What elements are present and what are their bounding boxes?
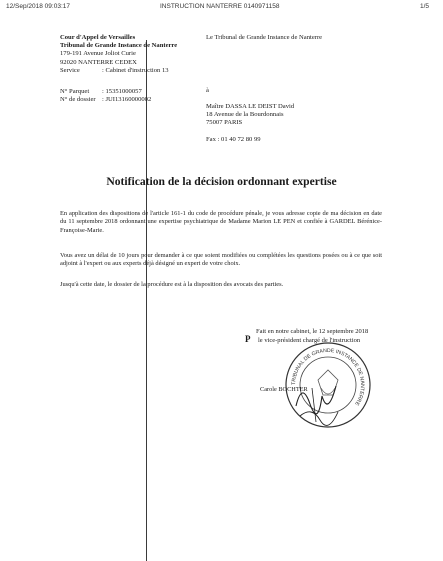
recipient-street: 18 Avenue de la Bourdonnais xyxy=(206,111,284,119)
court-service xyxy=(60,67,177,75)
signature-mark: P xyxy=(245,334,251,344)
handwritten-signature-icon xyxy=(292,376,340,426)
to-label: à xyxy=(206,87,209,94)
dossier-label: N° de dossier xyxy=(60,96,96,104)
parquet-label: N° Parquet xyxy=(60,88,90,95)
fax-timestamp: 12/Sep/2018 09:03:17 xyxy=(6,3,70,10)
paragraph-1: En application des dispositions de l'article 161-1 du code de procédure pénale, je vous adresse copie de ma décision en date du 11 septembre 2018 ordonnant une expertise psychiatrique de Madame Marion LE PEN et confiée à GARDEL Bérénice-Françoise-Marie. xyxy=(60,210,382,234)
recipient-fax: Fax : 01 40 72 80 99 xyxy=(206,136,261,143)
paragraph-2: Vous avez un délai de 10 jours pour demander à ce que soient modifiées ou complétées les questions posées ou à ce que soit adjoint à l'expert ou aux experts déjà désigné un expert de votre choix. xyxy=(60,252,382,268)
court-name: Cour d'Appel de Versailles xyxy=(60,34,136,41)
signature-role: le vice-président chargé de l'instruction xyxy=(258,336,361,344)
document-title: Notification de la décision ordonnant expertise xyxy=(106,175,337,188)
court-city: 92020 NANTERRE CEDEX xyxy=(60,58,137,66)
sender-name: Le Tribunal de Grande Instance de Nanterre xyxy=(206,34,323,41)
court-address-block xyxy=(60,34,177,75)
seal-text: TRIBUNAL DE GRANDE INSTANCE DE NANTERRE xyxy=(290,347,366,407)
parquet-value: : 15351000057 xyxy=(102,88,142,95)
fax-header-title: INSTRUCTION NANTERRE 0140971158 xyxy=(160,3,280,10)
reference-block xyxy=(60,88,151,104)
service-label: Service xyxy=(60,66,80,74)
court-street: 179-191 Avenue Joliot Curie xyxy=(60,50,136,58)
signatory-name: Carole BOCHTER xyxy=(260,386,308,393)
fax-page-number: 1/5 xyxy=(419,3,429,10)
dossier-value: : JUI13160000002 xyxy=(102,96,152,104)
parquet-row xyxy=(60,88,151,96)
recipient-name: Maître DASSA LE DEIST David xyxy=(206,103,295,110)
recipient-city: 75007 PARIS xyxy=(206,119,243,127)
scan-fold-line xyxy=(146,40,147,561)
service-value: : Cabinet d'instruction 13 xyxy=(102,66,169,74)
recipient-block xyxy=(206,103,294,128)
dossier-row xyxy=(60,96,151,104)
paragraph-3: Jusqu'à cette date, le dossier de la procédure est à la disposition des avocats des parties. xyxy=(60,281,284,288)
signature-place-date: Fait en notre cabinet, le 12 septembre 2018 xyxy=(256,328,369,335)
tribunal-name: Tribunal de Grande Instance de Nanterre xyxy=(60,42,178,50)
